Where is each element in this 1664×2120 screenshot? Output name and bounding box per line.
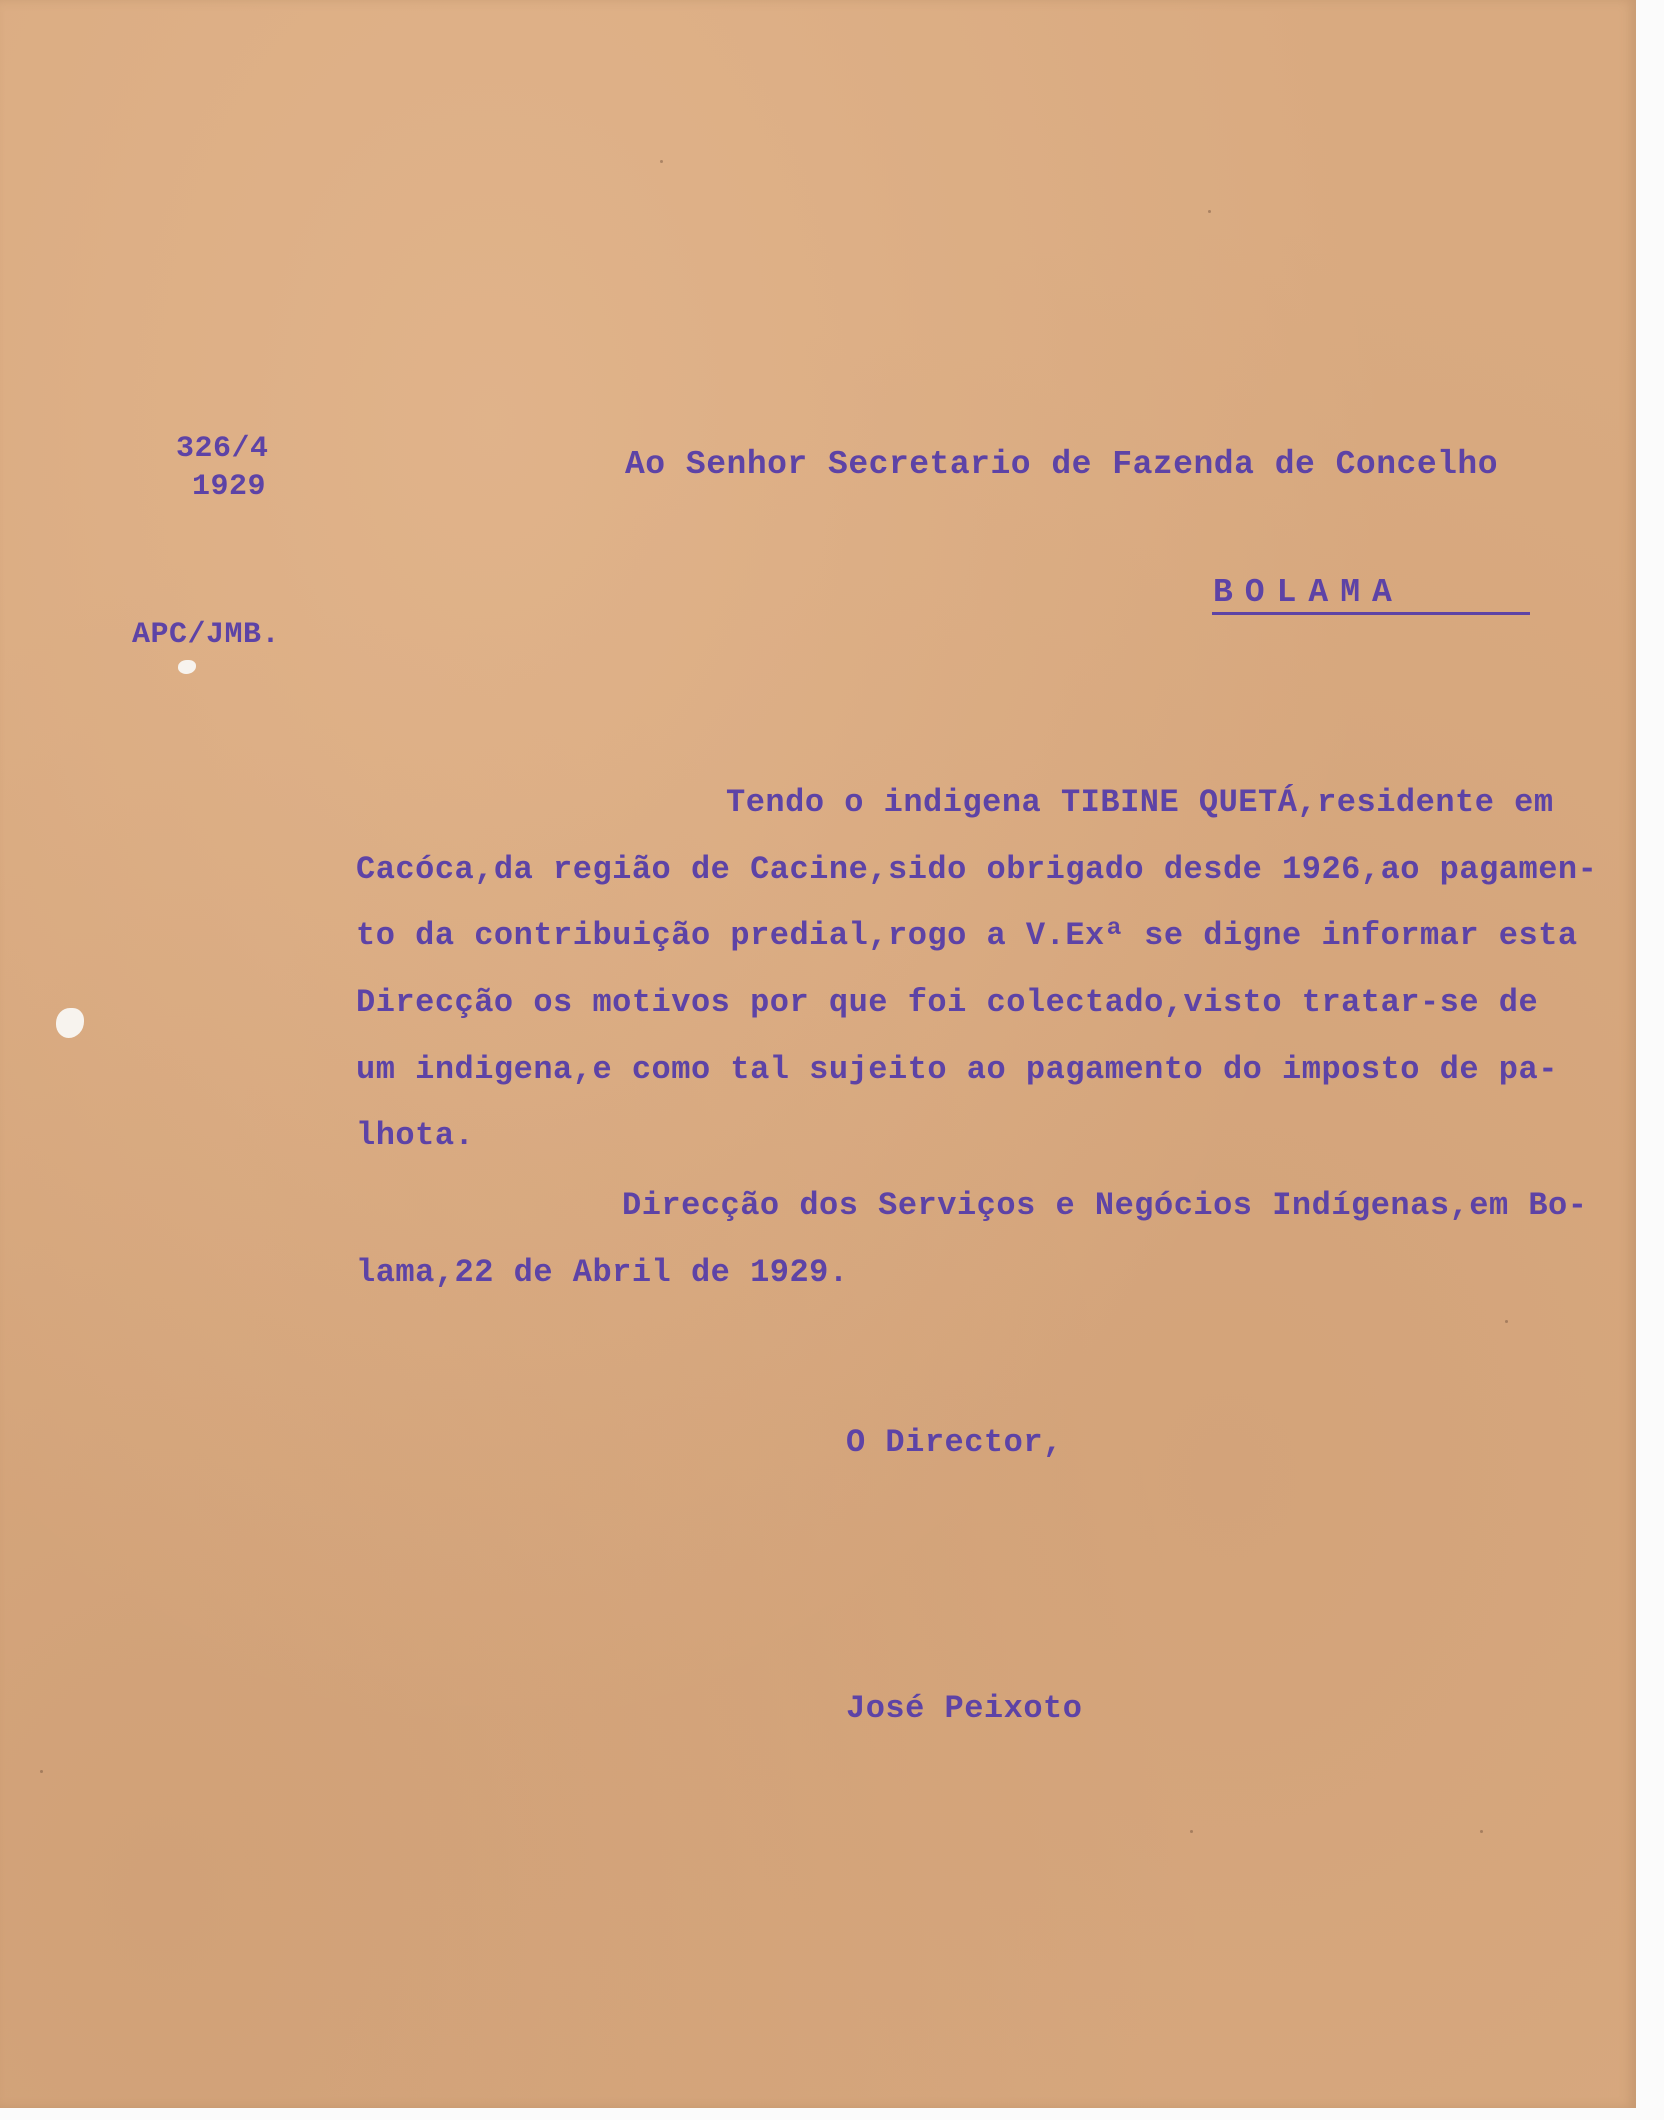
closing-salutation: O Director,	[846, 1424, 1063, 1461]
body-line: um indigena,e como tal sujeito ao pagamento do imposto de pa-	[356, 1051, 1558, 1088]
addressee-line: Ao Senhor Secretario de Fazenda de Concelho	[625, 446, 1499, 483]
paper-speck	[40, 1770, 43, 1773]
reference-year: 1929	[192, 470, 267, 504]
paper-speck	[1480, 1830, 1483, 1833]
dateline-line: Direcção dos Serviços e Negócios Indígenas,em Bo-	[622, 1187, 1588, 1224]
dateline-line: lama,22 de Abril de 1929.	[356, 1254, 849, 1291]
paper-speck	[660, 160, 663, 163]
body-line: lhota.	[356, 1117, 475, 1154]
punch-hole	[56, 1008, 84, 1038]
body-line: Cacóca,da região de Cacine,sido obrigado desde 1926,ao pagamen-	[356, 851, 1598, 888]
body-line: Direcção os motivos por que foi colectado,visto tratar-se de	[356, 984, 1539, 1021]
reference-number: 326/4	[176, 432, 269, 466]
paper-speck	[1190, 1830, 1193, 1833]
city-underline	[1212, 612, 1530, 615]
paper-speck	[1505, 1320, 1508, 1323]
signatory-name: José Peixoto	[846, 1690, 1083, 1727]
typist-initials: APC/JMB.	[132, 618, 281, 652]
body-line: Tendo o indigena TIBINE QUETÁ,residente em	[726, 784, 1554, 821]
punch-hole	[178, 660, 196, 674]
body-line: to da contribuição predial,rogo a V.Exª se digne informar esta	[356, 917, 1578, 954]
paper-speck	[1208, 210, 1211, 213]
destination-city: BOLAMA	[1213, 574, 1404, 611]
